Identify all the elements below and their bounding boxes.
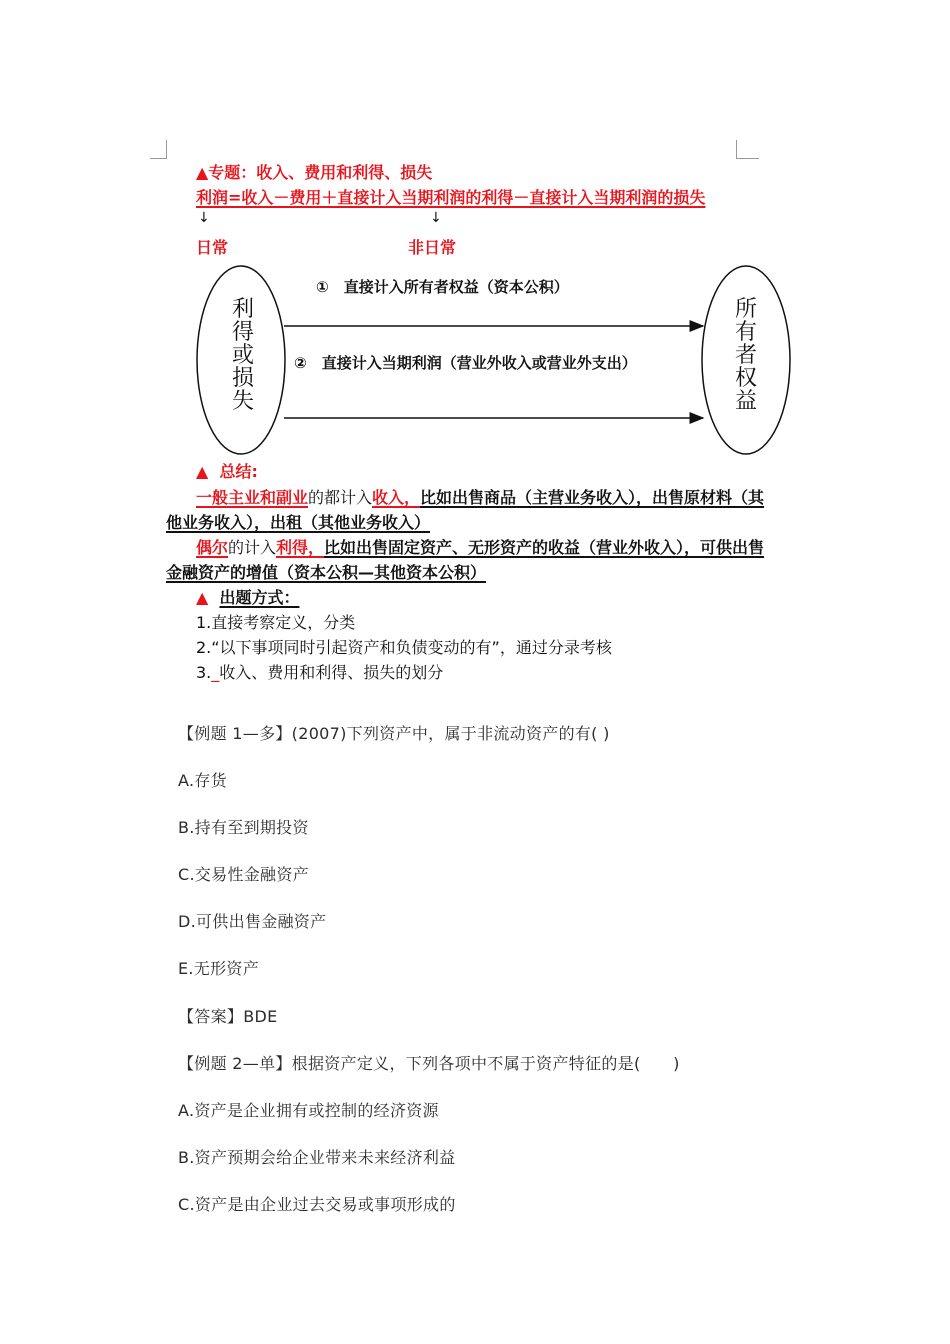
daily-label: 日常 [196, 238, 229, 257]
topic-title: ▲专题：收入、费用和利得、损失 [196, 163, 433, 182]
example1-option-d: D.可供出售金融资产 [178, 912, 327, 931]
right-oval-label: 所 有 者 权 益 [734, 297, 757, 414]
profit-formula: 利润=收入－费用＋直接计入当期利润的利得－直接计入当期利润的损失 [196, 188, 706, 207]
example2-question: 【例题 2—单】根据资产定义，下列各项中不属于资产特征的是( ) [178, 1054, 680, 1073]
arrow1-label: ① 直接计入所有者权益（资本公积） [316, 278, 569, 296]
left-oval-label: 利 得 或 损 失 [231, 297, 254, 414]
example2-option-a: A.资产是企业拥有或控制的经济资源 [178, 1101, 439, 1120]
summary-paragraph-1-line2: 他业务收入），出租（其他业务收入） [166, 513, 431, 532]
crop-mark-right [736, 140, 759, 159]
down-arrow-icon: ↓ [198, 210, 210, 226]
summary-paragraph-2: 偶尔的计入利得，比如出售固定资产、无形资产的收益（营业外收入），可供出售 [196, 538, 765, 557]
summary-heading: ▲ 总结: [196, 462, 258, 481]
down-arrow-icon: ↓ [430, 210, 442, 226]
example1-option-c: C.交易性金融资产 [178, 865, 309, 884]
summary-paragraph-2-line2: 金融资产的增值（资本公积—其他资本公积） [166, 563, 487, 582]
non-daily-label: 非日常 [408, 238, 457, 257]
exam-item-2: 2.“以下事项同时引起资产和负债变动的有”，通过分录考核 [196, 638, 612, 657]
example1-option-a: A.存货 [178, 771, 227, 790]
example1-option-b: B.持有至到期投资 [178, 818, 309, 837]
summary-paragraph-1: 一般主业和副业的都计入收入，比如出售商品（主营业务收入），出售原材料（其 [196, 488, 765, 507]
exam-heading: ▲ 出题方式： [196, 588, 300, 607]
example1-answer: 【答案】BDE [178, 1007, 278, 1026]
arrow2-label: ② 直接计入当期利润（营业外收入或营业外支出） [294, 354, 637, 372]
crop-mark-left [150, 140, 167, 159]
exam-item-3: 3._收入、费用和利得、损失的划分 [196, 663, 444, 682]
example2-option-b: B.资产预期会给企业带来未来经济利益 [178, 1148, 456, 1167]
example1-option-e: E.无形资产 [178, 959, 259, 978]
exam-item-1: 1.直接考察定义，分类 [196, 613, 356, 632]
example1-question: 【例题 1—多】(2007)下列资产中，属于非流动资产的有( ) [178, 724, 610, 743]
example2-option-c: C.资产是由企业过去交易或事项形成的 [178, 1195, 456, 1214]
